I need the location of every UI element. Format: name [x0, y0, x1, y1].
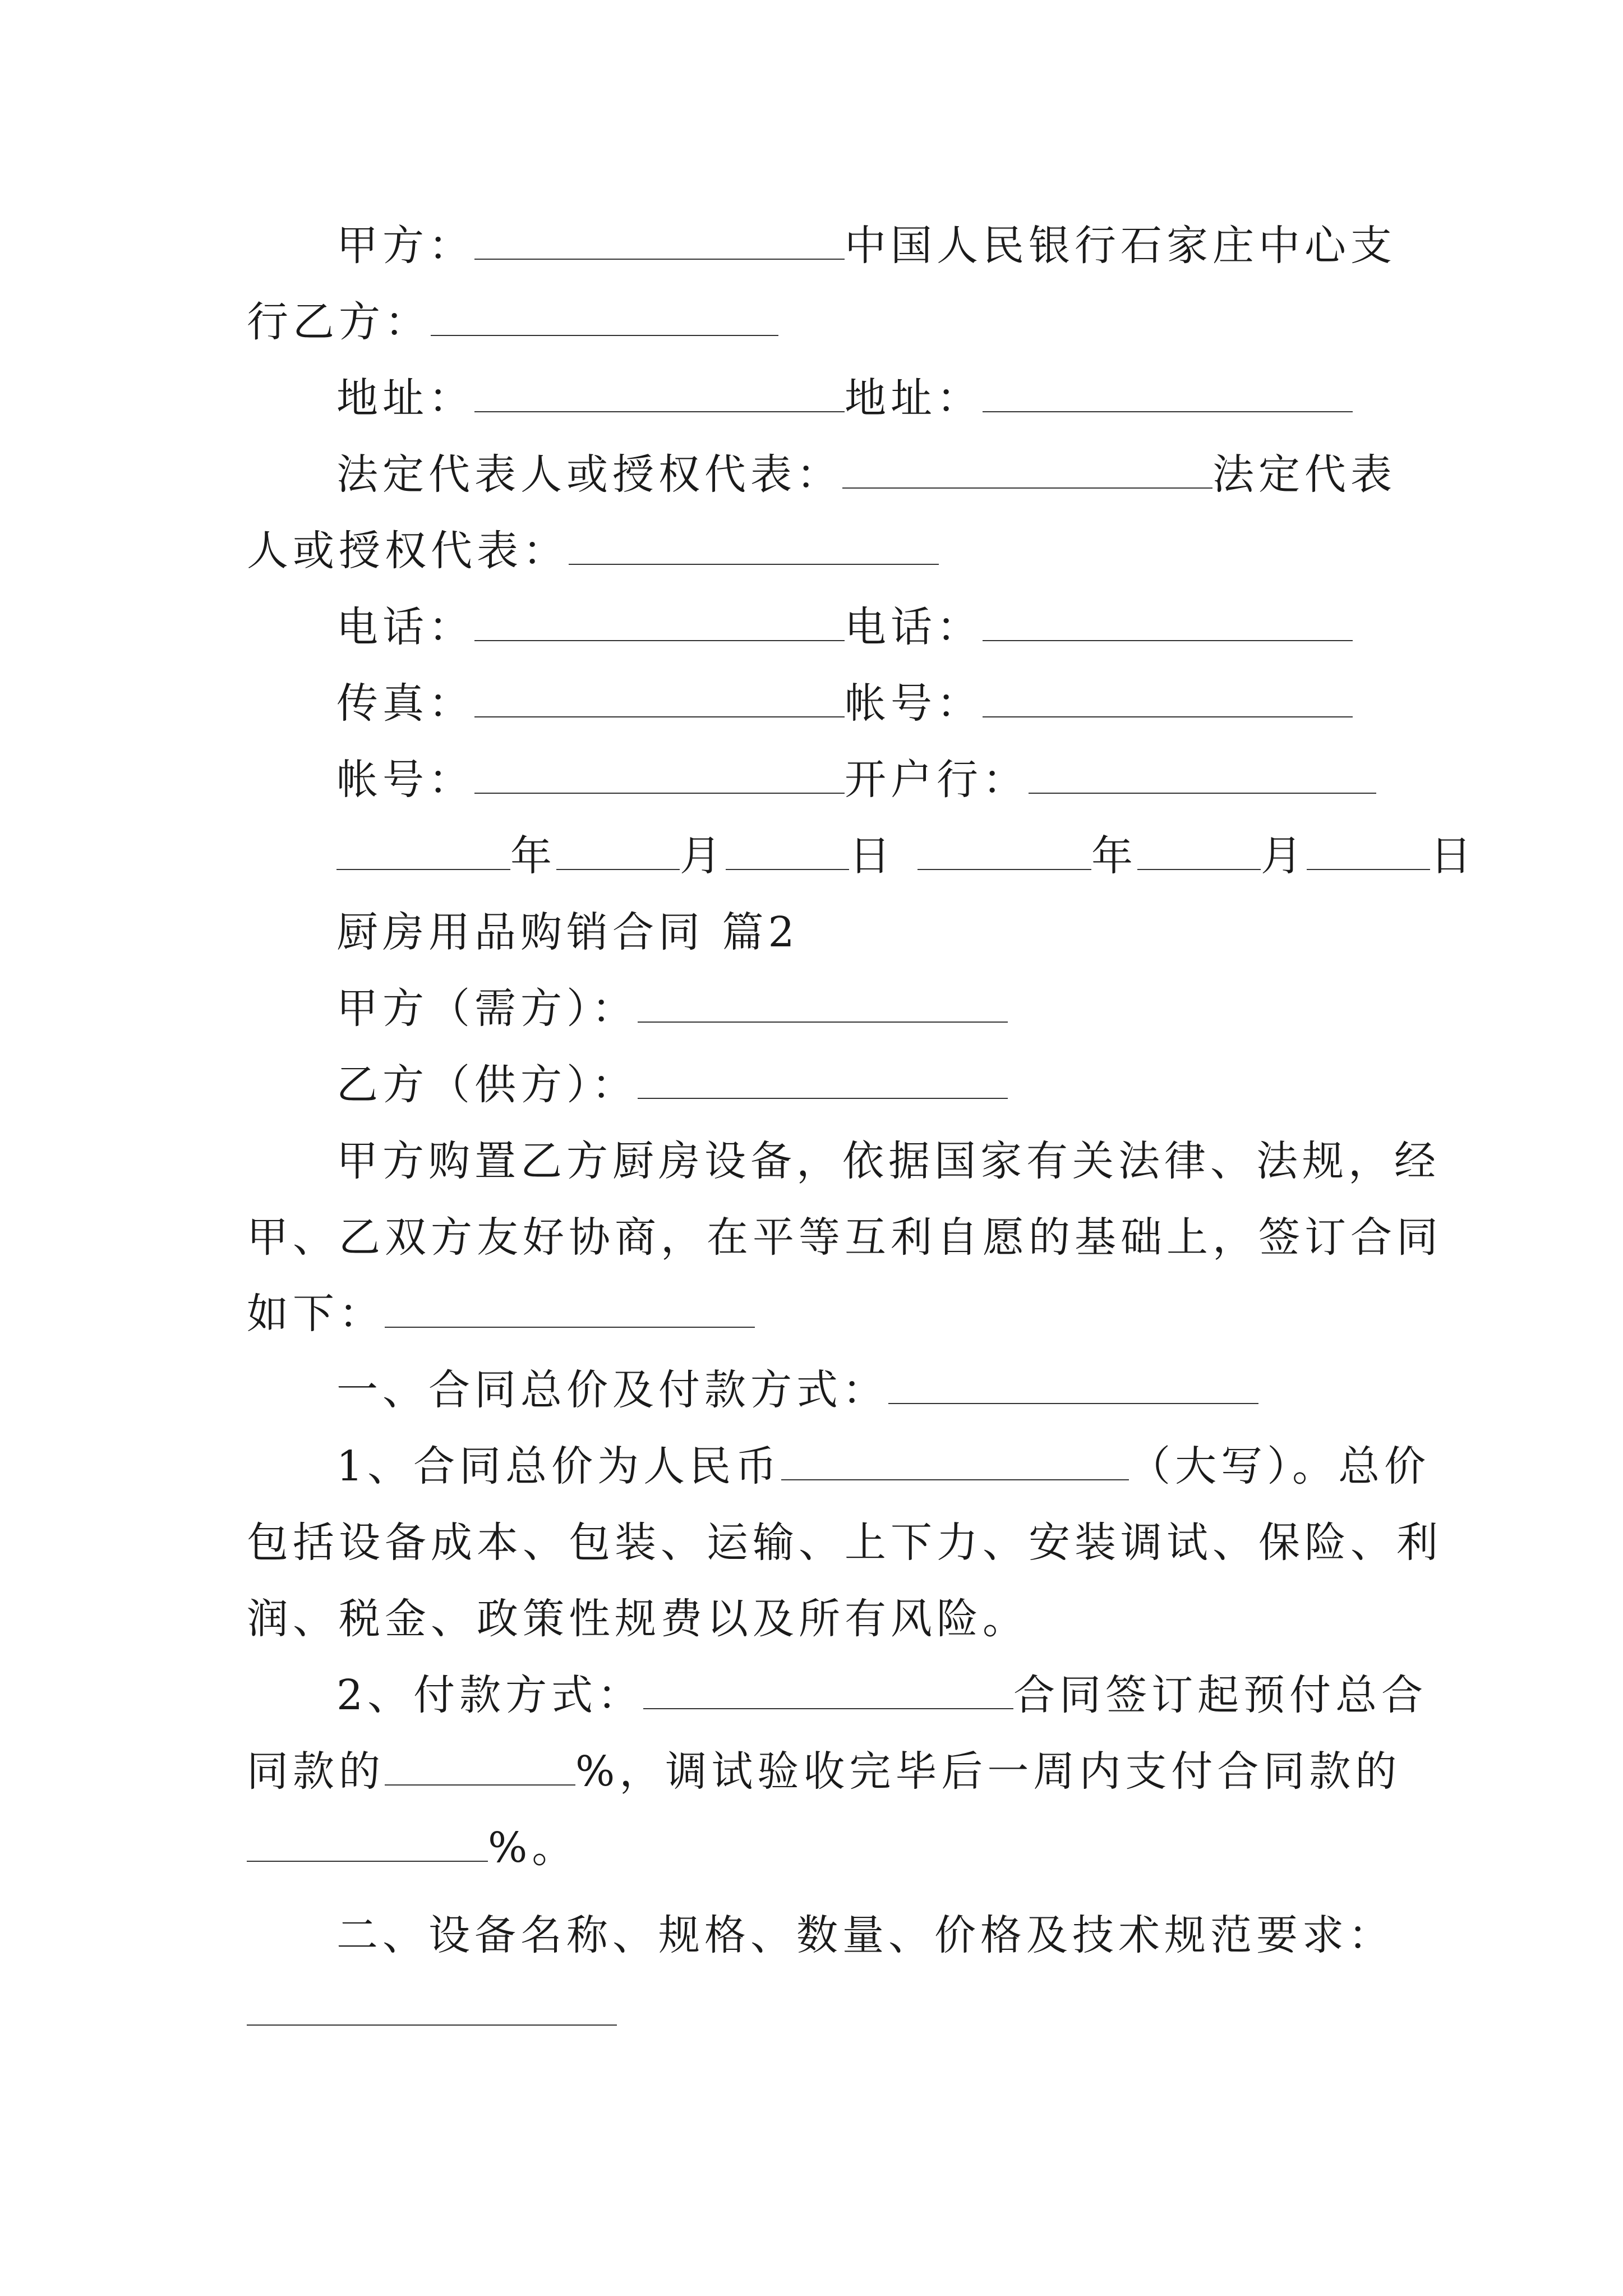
clause-1-heading	[336, 1356, 1380, 1424]
line-account	[336, 746, 1380, 813]
blank-field	[638, 982, 1008, 1023]
section-title	[336, 899, 1380, 966]
seller-label: 乙方（供方）：	[336, 1061, 638, 1109]
blank-field	[569, 524, 939, 565]
phone-label-a: 电话：	[336, 603, 474, 651]
clause-1-1	[336, 1433, 1431, 1500]
blank-field	[431, 296, 778, 336]
intro-text-3: 如下：	[247, 1290, 385, 1338]
account-label-b: 帐号：	[845, 679, 983, 728]
total-price-note: （大写）。总价	[1129, 1442, 1431, 1490]
blank-field	[474, 372, 845, 412]
blank-field	[247, 1821, 488, 1862]
blank-field	[638, 1059, 1008, 1099]
blank-field	[385, 1745, 575, 1786]
payment-method-label: 2、付款方式：	[336, 1671, 644, 1719]
party-a-name: 中国人民银行石家庄中心支	[845, 222, 1396, 270]
paragraph-intro-3	[247, 1280, 1380, 1347]
paragraph-intro-1	[336, 1128, 1440, 1195]
line-address	[336, 365, 1380, 432]
line-fax	[336, 670, 1380, 737]
clause-2-title: 二、设备名称、规格、数量、价格及技术规范要求：	[336, 1911, 1394, 1959]
bank-label: 开户行：	[845, 756, 1029, 804]
month-label: 月	[680, 832, 726, 880]
blank-field	[556, 830, 680, 870]
blank-field	[474, 219, 845, 260]
blank-field	[983, 372, 1353, 412]
blank-field	[336, 830, 510, 870]
line-dates	[336, 822, 1476, 890]
clause-1-2	[336, 1662, 1428, 1729]
blank-field	[888, 1364, 1258, 1404]
contract-title: 厨房用品购销合同 篇2	[336, 908, 799, 956]
price-includes-text-2: 润、税金、政策性规费以及所有风险。	[247, 1595, 1029, 1643]
paragraph-intro-2	[247, 1204, 1442, 1271]
phone-label-b: 电话：	[845, 603, 983, 651]
line-phone	[336, 593, 1380, 661]
line-seller	[336, 1051, 1380, 1119]
fax-label: 传真：	[336, 679, 474, 728]
blank-field	[474, 753, 845, 794]
blank-field	[643, 1669, 1013, 1709]
blank-field	[247, 1985, 617, 2026]
day-label: 日	[849, 832, 895, 880]
party-b-label: 行乙方：	[247, 298, 431, 346]
clause-2-blank	[247, 1978, 1380, 2045]
price-includes-text: 包括设备成本、包装、运输、上下力、安装调试、保险、利	[247, 1519, 1442, 1567]
blank-field	[983, 677, 1353, 717]
party-a-label: 甲方：	[336, 222, 474, 270]
blank-field	[1029, 753, 1376, 794]
blank-field	[983, 601, 1353, 641]
year-label: 年	[1091, 832, 1137, 880]
blank-field	[726, 830, 849, 870]
payment-terms-text: %，调试验收完毕后一周内支付合同款的	[575, 1747, 1401, 1796]
day-label: 日	[1430, 832, 1476, 880]
year-label: 年	[510, 832, 556, 880]
blank-field	[385, 1287, 755, 1328]
percent-end-text: %。	[488, 1824, 578, 1872]
representative-label-b: 法定代表	[1212, 450, 1396, 499]
blank-field	[781, 1440, 1129, 1480]
address-label-b: 地址：	[845, 374, 983, 422]
line-buyer	[336, 975, 1380, 1042]
clause-1-2-cont2	[247, 1814, 1380, 1881]
blank-field	[917, 830, 1091, 870]
clause-1-title: 一、合同总价及付款方式：	[336, 1366, 888, 1414]
blank-field	[474, 601, 845, 641]
blank-field	[842, 448, 1212, 489]
intro-text-2: 甲、乙双方友好协商，在平等互利自愿的基础上，签订合同	[247, 1213, 1442, 1262]
blank-field	[474, 677, 845, 717]
intro-text-1: 甲方购置乙方厨房设备，依据国家有关法律、法规，经	[336, 1137, 1440, 1185]
clause-2-heading	[336, 1902, 1394, 1969]
line-representative	[336, 441, 1396, 508]
contract-amount-text: 同款的	[247, 1747, 385, 1796]
address-label-a: 地址：	[336, 374, 474, 422]
blank-field	[1137, 830, 1261, 870]
line-representative-cont	[247, 517, 1380, 585]
line-party-b	[247, 288, 1380, 356]
representative-label-b-cont: 人或授权代表：	[247, 527, 569, 575]
blank-field	[1307, 830, 1430, 870]
prepay-text: 合同签订起预付总合	[1013, 1671, 1428, 1719]
account-label-a: 帐号：	[336, 756, 474, 804]
clause-1-1-cont2	[247, 1585, 1380, 1653]
representative-label-a: 法定代表人或授权代表：	[336, 450, 842, 499]
clause-1-1-cont	[247, 1509, 1442, 1576]
month-label: 月	[1261, 832, 1307, 880]
clause-1-2-cont	[247, 1738, 1401, 1805]
line-party-a	[336, 212, 1396, 279]
total-price-text: 1、合同总价为人民币	[336, 1442, 782, 1490]
buyer-label: 甲方（需方）：	[336, 984, 638, 1033]
